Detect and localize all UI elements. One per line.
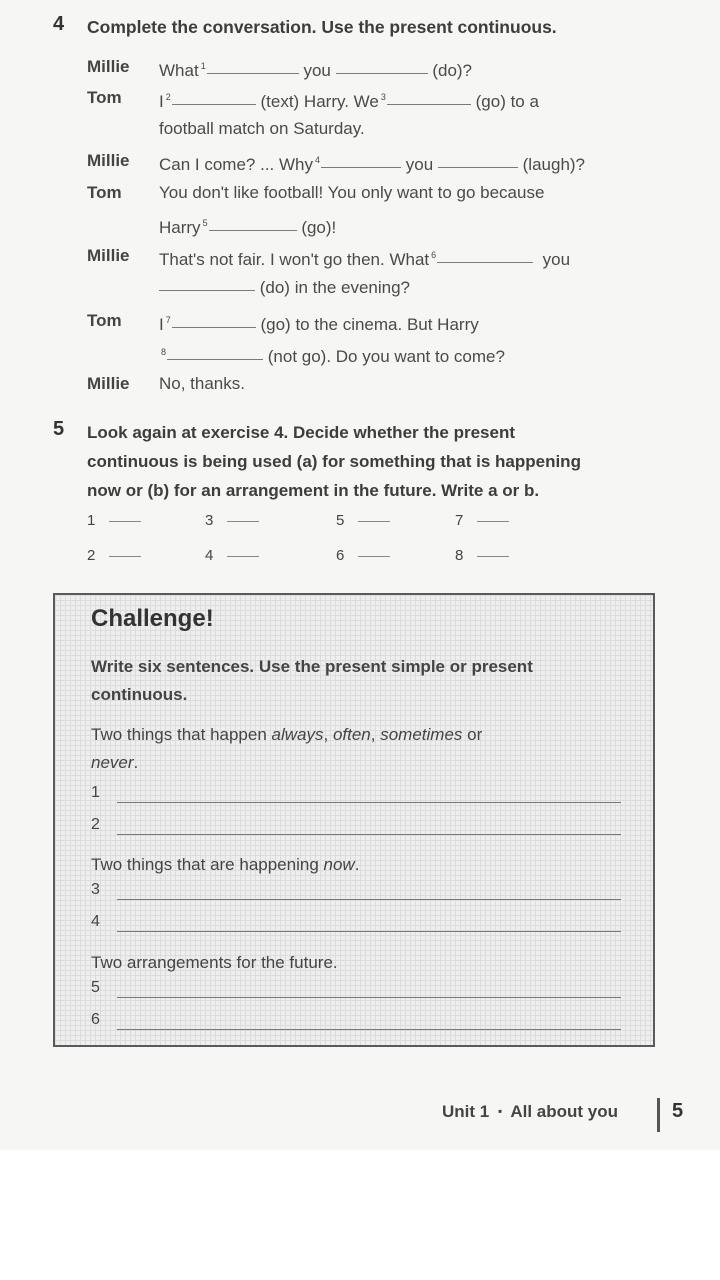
answer-blank[interactable] (321, 167, 401, 168)
page-footer (442, 1102, 618, 1122)
exercise-5-title: Look again at exercise 4. Decide whether the present continuous is being used (a) for something that is happening now or (b) for an arrangement in the future. Write a or b. (87, 423, 581, 500)
answer-blank[interactable] (336, 73, 428, 74)
answer-blank[interactable] (207, 73, 299, 74)
answer-item[interactable]: 6 (336, 547, 390, 564)
answer-blank[interactable] (209, 230, 297, 231)
speaker: Millie (87, 246, 130, 265)
writing-line[interactable]: 3 (91, 881, 621, 899)
challenge-box (53, 593, 655, 1047)
answer-item[interactable]: 1 (87, 512, 141, 529)
exercise-4-number: 4 (53, 13, 65, 35)
answer-blank[interactable] (438, 167, 518, 168)
challenge-prompt-1: Two things that happen always, often, sometimes or never. (91, 725, 483, 772)
answer-item[interactable]: 3 (205, 512, 259, 529)
answer-item[interactable]: 7 (455, 512, 509, 529)
speaker: Millie (87, 151, 130, 170)
answer-item[interactable]: 4 (205, 547, 259, 564)
speaker: Millie (87, 57, 130, 76)
exercise-5-number: 5 (53, 418, 65, 440)
writing-line[interactable]: 1 (91, 784, 621, 802)
dialogue-line: (do) in the evening? (159, 272, 410, 303)
speaker: Tom (87, 88, 122, 107)
dialogue-line: You don't like football! You only want to go because (159, 183, 545, 202)
challenge-prompt-2: Two things that are happening now. (91, 855, 360, 874)
answer-item[interactable]: 2 (87, 547, 141, 564)
writing-line[interactable]: 4 (91, 913, 621, 931)
answer-item[interactable]: 5 (336, 512, 390, 529)
unit-topic: All about you (510, 1102, 618, 1121)
dialogue-line: football match on Saturday. (159, 119, 365, 138)
speaker: Millie (87, 374, 130, 393)
challenge-instruction: Write six sentences. Use the present simple or present continuous. (91, 657, 533, 704)
speaker: Tom (87, 311, 122, 330)
exercise-4-title: Complete the conversation. Use the present continuous. (87, 17, 557, 37)
answer-blank[interactable] (159, 290, 255, 291)
answer-blank[interactable] (437, 262, 533, 263)
dialogue-line: Can I come? ... Why $^4$ you (laugh)? (159, 155, 586, 174)
answer-blank[interactable] (167, 359, 263, 360)
unit-label: Unit 1 (442, 1102, 490, 1121)
dialogue-line: Harry $^5$ (go)! (159, 218, 337, 237)
page-number: 5 (672, 1100, 684, 1122)
dialogue-line: I $^2$ (text) Harry. We $^3$ (go) to a (159, 92, 539, 111)
challenge-prompt-3: Two arrangements for the future. (91, 953, 338, 972)
challenge-title: Challenge! (91, 605, 214, 632)
speaker: Tom (87, 183, 122, 202)
bullet-icon: ▪ (497, 1104, 503, 1118)
dialogue-line: $^8$ (not go). Do you want to come? (161, 347, 505, 366)
dialogue-line: No, thanks. (159, 374, 245, 393)
dialogue-line: What $^1$ you (do)? (159, 61, 473, 80)
dialogue-line: That's not fair. I won't go then. What $^6$ you (159, 250, 571, 269)
dialogue-line: I $^7$ (go) to the cinema. But Harry (159, 315, 479, 334)
writing-line[interactable]: 6 (91, 1011, 621, 1029)
answer-blank[interactable] (172, 104, 256, 105)
writing-line[interactable]: 2 (91, 816, 621, 834)
answer-blank[interactable] (172, 327, 256, 328)
page-number-box (657, 1098, 710, 1132)
answer-blank[interactable] (387, 104, 471, 105)
writing-line[interactable]: 5 (91, 979, 621, 997)
answer-item[interactable]: 8 (455, 547, 509, 564)
